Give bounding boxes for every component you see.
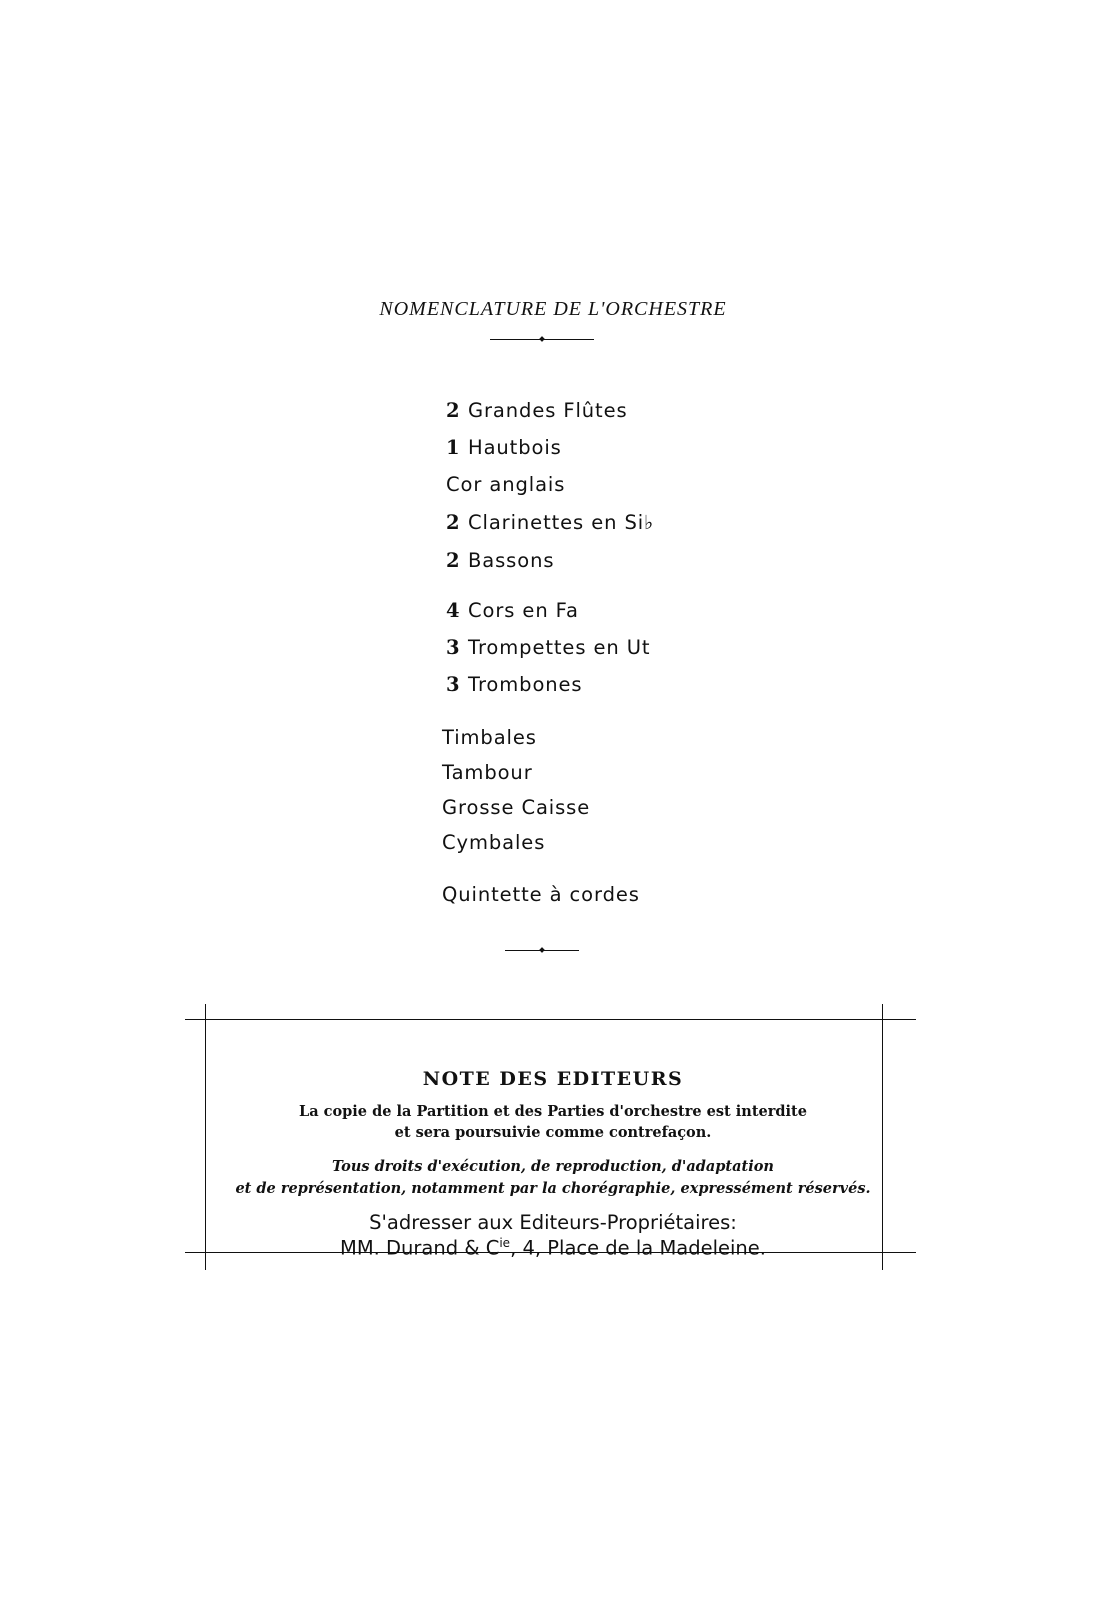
instrument-name: Clarinettes en Si♭ xyxy=(468,511,655,534)
box-top-rule xyxy=(185,1019,916,1020)
rights-notice-line-1: Tous droits d'exécution, de reproduction, d'adaptation xyxy=(332,1158,774,1175)
instrument-count: 3 xyxy=(446,673,461,696)
instrument-count: 2 xyxy=(446,549,461,572)
instrument-item xyxy=(446,400,628,422)
publisher-name-prefix: MM. Durand & C xyxy=(340,1236,500,1260)
instrument-count: 4 xyxy=(446,599,461,622)
publisher-name-superscript: ie xyxy=(499,1236,511,1250)
instrument-name: Grosse Caisse xyxy=(442,796,591,819)
instrument-item xyxy=(442,727,537,749)
instrument-item xyxy=(446,437,562,459)
instrument-name: Trompettes en Ut xyxy=(468,636,651,659)
publisher-contact-line-2 xyxy=(0,1236,1106,1260)
copy-notice-line-1: La copie de la Partition et des Parties d'orchestre est interdite xyxy=(299,1103,807,1120)
instrument-name: Quintette à cordes xyxy=(442,883,640,906)
instrument-name: Cymbales xyxy=(442,831,546,854)
instrument-item xyxy=(446,600,579,622)
instrument-item xyxy=(446,637,650,659)
instrument-item xyxy=(446,674,582,696)
instrument-name: Trombones xyxy=(468,673,583,696)
rights-notice-line-2: et de représentation, notamment par la chorégraphie, expressément réservés. xyxy=(235,1180,871,1197)
list-ornament-divider xyxy=(505,950,579,951)
instrument-count: 3 xyxy=(446,636,461,659)
publisher-contact-line-1: S'adresser aux Editeurs-Propriétaires: xyxy=(369,1211,737,1234)
instrument-name: Tambour xyxy=(442,761,533,784)
page-title: NOMENCLATURE DE L'ORCHESTRE xyxy=(379,298,727,320)
instrument-count: 2 xyxy=(446,399,461,422)
instrument-name: Cors en Fa xyxy=(468,599,579,622)
instrument-item xyxy=(442,832,545,854)
instrument-item xyxy=(446,550,554,572)
instrument-item xyxy=(446,474,565,496)
instrument-name: Hautbois xyxy=(468,436,562,459)
instrument-count: 2 xyxy=(446,511,461,534)
instrument-name: Cor anglais xyxy=(446,473,566,496)
publisher-address: , 4, Place de la Madeleine. xyxy=(510,1236,766,1260)
instrument-name: Bassons xyxy=(468,549,555,572)
instrument-name: Grandes Flûtes xyxy=(468,399,628,422)
instrument-count: 1 xyxy=(446,436,461,459)
instrument-item xyxy=(442,884,640,906)
note-title: NOTE DES EDITEURS xyxy=(422,1068,684,1090)
instrument-item xyxy=(442,797,590,819)
copy-notice-line-2: et sera poursuivie comme contrefaçon. xyxy=(394,1124,712,1141)
instrument-item xyxy=(442,762,533,784)
instrument-name: Timbales xyxy=(442,726,537,749)
instrument-item xyxy=(446,512,654,534)
